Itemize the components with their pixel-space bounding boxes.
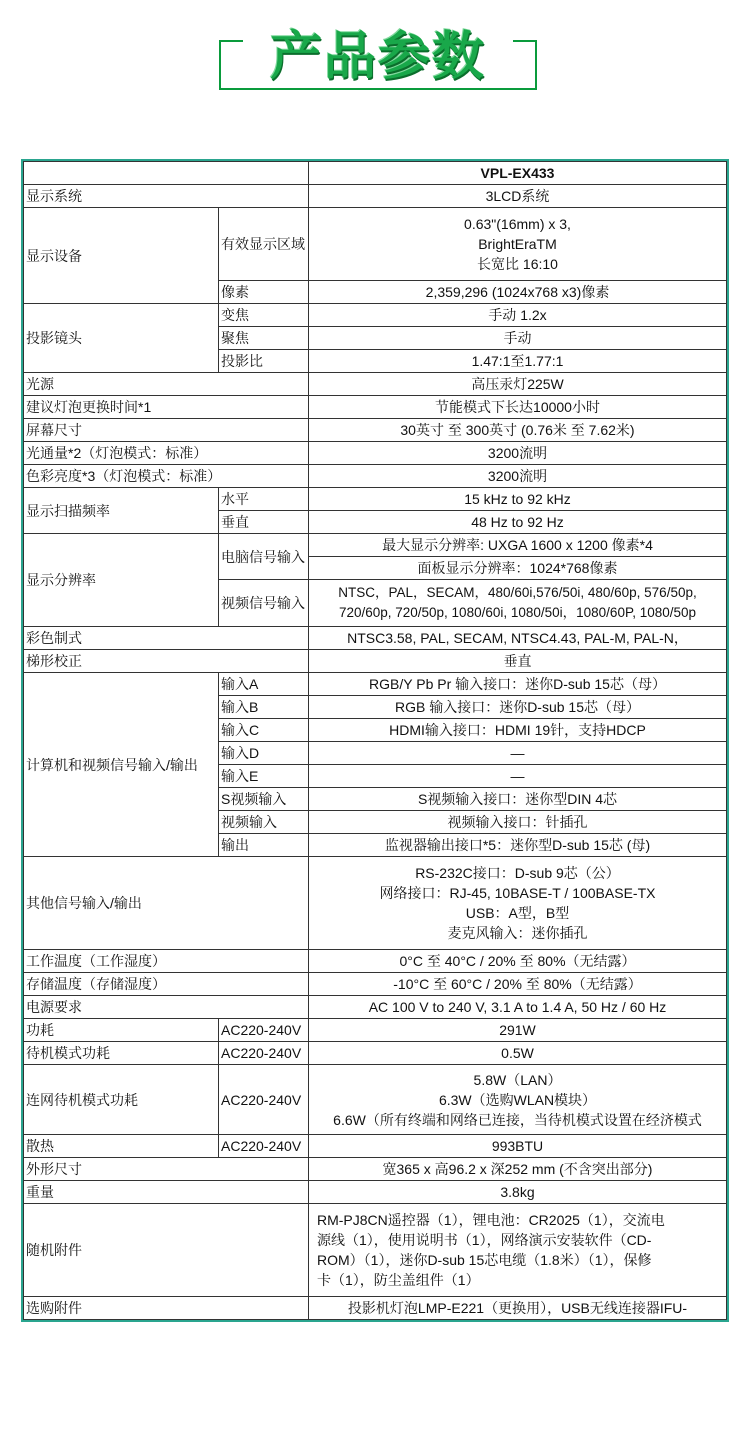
row-value: 监视器输出接口*5：迷你型D-sub 15芯 (母) <box>309 834 727 857</box>
row-value: 30英寸 至 300英寸 (0.76米 至 7.62米) <box>309 419 727 442</box>
row-label: 存储温度（存储湿度） <box>24 973 309 996</box>
table-row <box>24 442 727 465</box>
table-row <box>24 1135 727 1158</box>
table-row <box>24 1204 727 1297</box>
row-label: 显示系统 <box>24 185 309 208</box>
sub-label: 有效显示区域 <box>219 208 309 281</box>
row-value: -10°C 至 60°C / 20% 至 80%（无结露） <box>309 973 727 996</box>
table-row <box>24 534 727 557</box>
row-value: NTSC3.58, PAL, SECAM, NTSC4.43, PAL-M, PAL-N， <box>309 627 727 650</box>
row-value: 993BTU <box>309 1135 727 1158</box>
row-label: 工作温度（工作湿度） <box>24 950 309 973</box>
table-row <box>24 465 727 488</box>
table-row <box>24 1158 727 1181</box>
row-label: 外形尺寸 <box>24 1158 309 1181</box>
table-row <box>24 208 727 281</box>
row-value: 5.8W（LAN） 6.3W（选购WLAN模块） 6.6W（所有终端和网络已连接，当待机模式设置在经济模式 <box>309 1065 727 1135</box>
table-row <box>24 650 727 673</box>
sub-label: AC220-240V <box>219 1042 309 1065</box>
sub-label: 电脑信号输入 <box>219 534 309 580</box>
row-value: RM-PJ8CN遥控器（1），锂电池：CR2025（1），交流电 源线（1），使用说明书（1），网络演示安装软件（CD- ROM）（1），迷你D-sub 15芯电缆（1.8米）（1），保修 卡（1），防尘盖组件（1） <box>309 1204 727 1297</box>
sub-label: AC220-240V <box>219 1135 309 1158</box>
row-label: 投影镜头 <box>24 304 219 373</box>
row-value: 0.5W <box>309 1042 727 1065</box>
table-row <box>24 304 727 327</box>
row-value: 手动 1.2x <box>309 304 727 327</box>
sub-label: S视频输入 <box>219 788 309 811</box>
page-header <box>219 27 537 90</box>
row-label: 计算机和视频信号输入/输出 <box>24 673 219 857</box>
sub-label: 水平 <box>219 488 309 511</box>
row-value: 高压汞灯225W <box>309 373 727 396</box>
sub-label: 输入B <box>219 696 309 719</box>
row-value: — <box>309 765 727 788</box>
table-row <box>24 996 727 1019</box>
table-row <box>24 857 727 950</box>
row-label: 显示设备 <box>24 208 219 304</box>
row-label: 选购附件 <box>24 1297 309 1320</box>
sub-label: 输入E <box>219 765 309 788</box>
row-value: 15 kHz to 92 kHz <box>309 488 727 511</box>
row-value: 3200流明 <box>309 465 727 488</box>
sub-label: 垂直 <box>219 511 309 534</box>
table-row <box>24 950 727 973</box>
row-label: 随机附件 <box>24 1204 309 1297</box>
row-value: RGB 输入接口：迷你D-sub 15芯（母） <box>309 696 727 719</box>
row-label: 连网待机模式功耗 <box>24 1065 219 1135</box>
table-row <box>24 1181 727 1204</box>
table-row <box>24 185 727 208</box>
sub-label: 输入A <box>219 673 309 696</box>
row-value: HDMI输入接口：HDMI 19针，支持HDCP <box>309 719 727 742</box>
sub-label: 像素 <box>219 281 309 304</box>
table-row <box>24 673 727 696</box>
row-label: 其他信号输入/输出 <box>24 857 309 950</box>
row-value: 宽365 x 高96.2 x 深252 mm (不含突出部分) <box>309 1158 727 1181</box>
row-value: 2,359,296 (1024x768 x3)像素 <box>309 281 727 304</box>
row-label: 功耗 <box>24 1019 219 1042</box>
row-value: 垂直 <box>309 650 727 673</box>
row-value: — <box>309 742 727 765</box>
sub-label: 投影比 <box>219 350 309 373</box>
row-value: 291W <box>309 1019 727 1042</box>
sub-label: AC220-240V <box>219 1065 309 1135</box>
table-row <box>24 419 727 442</box>
row-value: 3200流明 <box>309 442 727 465</box>
row-value: RS-232C接口：D-sub 9芯（公） 网络接口：RJ-45, 10BASE-T / 100BASE-TX USB：A型，B型 麦克风输入：迷你插孔 <box>309 857 727 950</box>
sub-label: 输入D <box>219 742 309 765</box>
row-value: 3.8kg <box>309 1181 727 1204</box>
row-value: 手动 <box>309 327 727 350</box>
table-row <box>24 162 727 185</box>
row-value: 0°C 至 40°C / 20% 至 80%（无结露） <box>309 950 727 973</box>
table-row <box>24 373 727 396</box>
sub-label: 输出 <box>219 834 309 857</box>
row-label: 梯形校正 <box>24 650 309 673</box>
row-label: 散热 <box>24 1135 219 1158</box>
row-label: 屏幕尺寸 <box>24 419 309 442</box>
row-value: 节能模式下长达10000小时 <box>309 396 727 419</box>
sub-label: 变焦 <box>219 304 309 327</box>
table-row <box>24 1297 727 1320</box>
row-label: 彩色制式 <box>24 627 309 650</box>
sub-label: 视频信号输入 <box>219 580 309 627</box>
row-value: AC 100 V to 240 V, 3.1 A to 1.4 A, 50 Hz / 60 Hz <box>309 996 727 1019</box>
row-value: NTSC，PAL，SECAM，480/60i,576/50i, 480/60p, 576/50p, 720/60p, 720/50p, 1080/60i, 1080/50i，1080/60P, 1080/50p <box>309 580 727 627</box>
row-label: 显示分辨率 <box>24 534 219 627</box>
table-row <box>24 396 727 419</box>
table-row <box>24 627 727 650</box>
sub-label: 视频输入 <box>219 811 309 834</box>
row-value: 最大显示分辨率: UXGA 1600 x 1200 像素*4 <box>309 534 727 557</box>
table-row <box>24 973 727 996</box>
row-label: 显示扫描频率 <box>24 488 219 534</box>
row-value: 视频输入接口：针插孔 <box>309 811 727 834</box>
row-value: 面板显示分辨率：1024*768像素 <box>309 557 727 580</box>
row-value: 投影机灯泡LMP-E221（更换用），USB无线连接器IFU- <box>309 1297 727 1320</box>
row-value: RGB/Y Pb Pr 输入接口：迷你D-sub 15芯（母） <box>309 673 727 696</box>
row-value: 1.47:1至1.77:1 <box>309 350 727 373</box>
row-value: S视频输入接口：迷你型DIN 4芯 <box>309 788 727 811</box>
sub-label: 聚焦 <box>219 327 309 350</box>
row-label: 色彩亮度*3（灯泡模式：标准） <box>24 465 309 488</box>
spec-table <box>23 161 727 1320</box>
row-label: 电源要求 <box>24 996 309 1019</box>
row-label: 光源 <box>24 373 309 396</box>
row-value: 3LCD系统 <box>309 185 727 208</box>
table-row <box>24 488 727 511</box>
header-empty-cell <box>24 162 309 185</box>
row-label: 重量 <box>24 1181 309 1204</box>
row-label: 光通量*2（灯泡模式：标准） <box>24 442 309 465</box>
row-label: 待机模式功耗 <box>24 1042 219 1065</box>
row-value: 48 Hz to 92 Hz <box>309 511 727 534</box>
model-name: VPL-EX433 <box>309 162 727 185</box>
row-value: 0.63"(16mm) x 3, BrightEraTM 长宽比 16:10 <box>309 208 727 281</box>
row-label: 建议灯泡更换时间*1 <box>24 396 309 419</box>
table-row <box>24 1019 727 1042</box>
table-row <box>24 1065 727 1135</box>
table-row <box>24 1042 727 1065</box>
page-title: 产品参数 <box>269 27 486 87</box>
sub-label: 输入C <box>219 719 309 742</box>
sub-label: AC220-240V <box>219 1019 309 1042</box>
